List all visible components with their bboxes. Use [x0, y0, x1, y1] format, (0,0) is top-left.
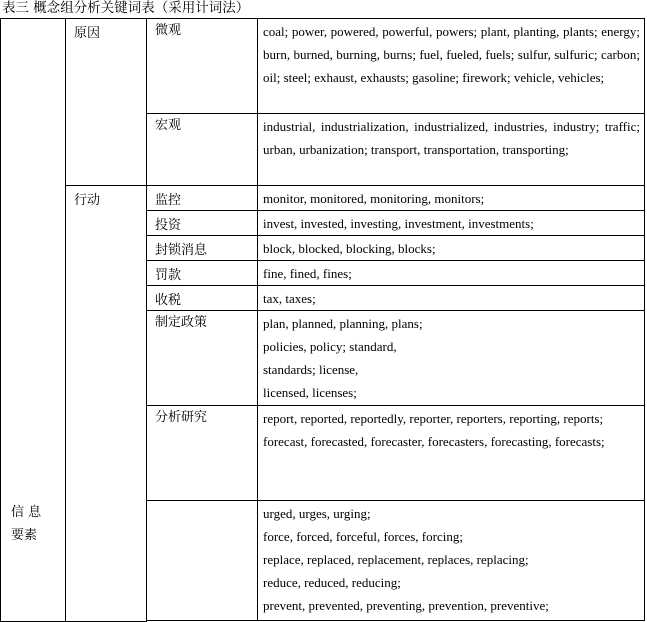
table-title: 表三 概念组分析关键词表（采用计词法）	[2, 0, 250, 16]
keywords-tax: tax, taxes;	[263, 291, 316, 306]
subcategory-cell	[147, 501, 258, 621]
subcategory-cell	[147, 406, 258, 501]
keywords-analysis: report, reported, reportedly, reporter, reporters, reporting, reports; forecast, forecasted, forecaster, forecasters, forecasting, forecasts;	[263, 411, 605, 449]
subcategory-label-block: 封锁消息	[155, 243, 208, 258]
keywords-cell	[258, 19, 645, 114]
group-label-action: 行动	[74, 193, 101, 208]
subcategory-label-macro: 宏观	[155, 118, 182, 133]
keywords-cell	[258, 286, 645, 311]
keywords-policy: plan, planned, planning, plans; policies, policy; standard, standards; license, licensed, licenses;	[263, 316, 423, 400]
keywords-macro: industrial, industrialization, industrialized, industries, industry; traffic; urban, urbanization; transport, transportation, transporting;	[263, 119, 640, 157]
keywords-cell	[258, 406, 645, 501]
subcategory-cell	[147, 211, 258, 236]
keywords-block: block, blocked, blocking, blocks;	[263, 241, 436, 256]
keywords-cell	[258, 186, 645, 211]
keywords-cell	[258, 261, 645, 286]
subcategory-cell	[147, 311, 258, 406]
keywords-cell	[258, 236, 645, 261]
keywords-monitor: monitor, monitored, monitoring, monitors;	[263, 191, 485, 206]
group-action	[66, 186, 147, 622]
subcategory-cell	[147, 19, 258, 114]
keywords-micro: coal; power, powered, powerful, powers; plant, planting, plants; energy; burn, burned, burning, burns; fuel, fueled, fuels; sulfur, sulfuric; carbon; oil; steel; exhaust, exhausts; gasoline; firework; vehicle, vehicles;	[263, 24, 640, 85]
info-element-cell	[1, 19, 66, 622]
subcategory-label-policy: 制定政策	[155, 315, 208, 330]
subcategory-label-monitor: 监控	[155, 193, 182, 208]
keywords-fine: fine, fined, fines;	[263, 266, 352, 281]
keywords-cell	[258, 311, 645, 406]
keywords-invest: invest, invested, investing, investment, investments;	[263, 216, 534, 231]
subcategory-label-fine: 罚款	[155, 268, 182, 283]
keywords-cell	[258, 114, 645, 186]
keywords-cell	[258, 501, 645, 621]
subcategory-label-invest: 投资	[155, 218, 182, 233]
keywords-other: urged, urges, urging; force, forced, forceful, forces, forcing; replace, replaced, replacement, replaces, replacing; reduce, reduced, reducing; prevent, prevented, preventing, prevention, preventive;	[263, 506, 549, 613]
subcategory-label-other	[147, 501, 257, 504]
keywords-cell	[258, 211, 645, 236]
subcategory-label-tax: 收税	[155, 293, 182, 308]
subcategory-cell	[147, 186, 258, 211]
info-element-label: 信 息 要素	[11, 505, 42, 543]
subcategory-cell	[147, 236, 258, 261]
subcategory-cell	[147, 286, 258, 311]
subcategory-label-micro: 微观	[155, 23, 182, 38]
subcategory-cell	[147, 114, 258, 186]
group-cause	[66, 19, 147, 186]
keyword-table	[0, 18, 645, 622]
subcategory-label-analysis: 分析研究	[155, 410, 208, 425]
subcategory-cell	[147, 261, 258, 286]
group-label-cause: 原因	[74, 26, 101, 41]
